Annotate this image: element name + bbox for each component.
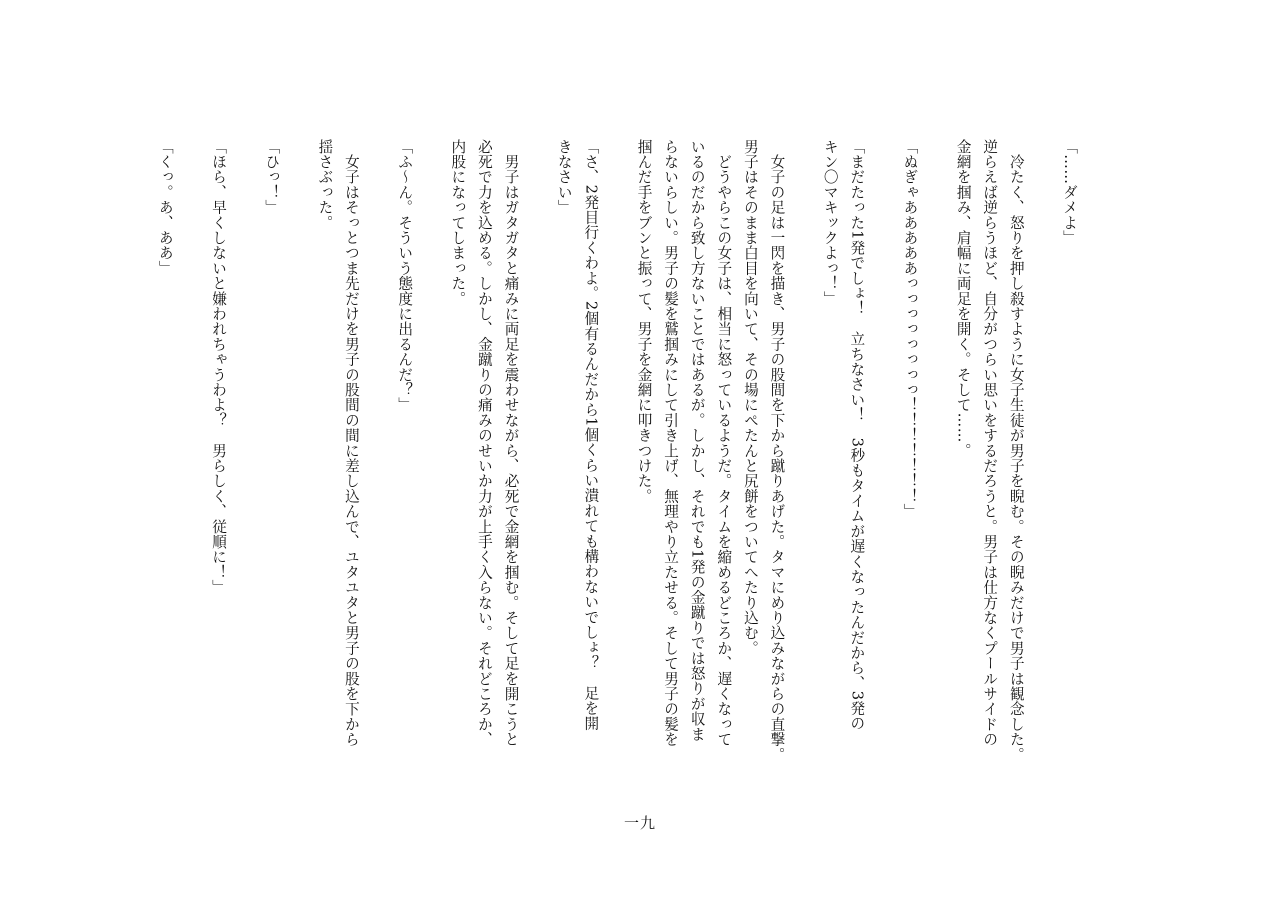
blank-line <box>922 139 949 639</box>
text-line: 男子はそのまま白目を向いて、その場にぺたんと尻餅をついてへたり込む。 <box>741 139 759 656</box>
text-line: どうやらこの女子は、相当に怒っているようだ。タイムを縮めるどころか、遅くなって <box>715 139 733 747</box>
vertical-text-body <box>151 139 1082 763</box>
blank-line <box>178 139 205 639</box>
text-line: 女子の足は一閃を描き、男子の股間を下から蹴りあげた。タマにめり込みながらの直撃。 <box>768 139 786 763</box>
text-line: 「まだたった1発でしょ！ 立ちなさい！ 3秒もタイムが遅くなったんだから、3発の <box>848 139 866 732</box>
blank-line <box>1029 139 1056 639</box>
text-line: 「ほら、早くしないと嫌われちゃうわよ？ 男らしく、従順に！」 <box>210 139 227 595</box>
blank-line <box>417 139 444 639</box>
blank-line <box>284 139 311 639</box>
text-line: 女子はそっとつま先だけを男子の股間の間に差し込んで、ユタユタと男子の股を下から <box>342 139 360 747</box>
blank-line <box>364 139 391 639</box>
text-line: 内股になってしまった。 <box>449 139 467 307</box>
text-line: 掴んだ手をブンと振って、男子を金網に叩きつけた。 <box>635 139 653 504</box>
page-number: 一九 <box>623 814 656 832</box>
text-line: キン〇マキックよっ！」 <box>821 139 839 307</box>
text-line: 冷たく、怒りを押し殺すように女子生徒が男子を睨む。その睨みだけで男子は観念した。 <box>1007 139 1025 763</box>
text-line: 「ひっ！」 <box>263 139 281 215</box>
blank-line <box>869 139 896 639</box>
text-line: らないらしい。男子の髪を鷲掴みにして引き上げ、無理やり立たせる。そして男子の髪を <box>662 139 680 747</box>
text-line: 金網を掴み、肩幅に両足を開く。そして……。 <box>954 139 972 459</box>
blank-line <box>603 139 630 639</box>
text-line: 「ぬぎゃあああああっっっっっっっっ！！！！！！！」 <box>901 139 919 519</box>
blank-line <box>231 139 258 639</box>
text-line: いるのだから致し方ないことではあるが。しかし、それでも1発の金蹴りでは怒りが収ま <box>688 139 706 742</box>
text-line: 「ふ～ん。そういう態度に出るんだ？」 <box>396 139 414 413</box>
text-line: きなさい」 <box>555 139 573 215</box>
text-line: 揺さぶった。 <box>316 139 334 231</box>
blank-line <box>524 139 551 639</box>
text-line: 逆らえば逆らうほど、自分がつらい思いをするだろうと。男子は仕方なくプールサイドの <box>981 139 999 747</box>
text-line: 「……ダメよ」 <box>1061 139 1078 246</box>
text-line: 男子はガタガタと痛みに両足を震わせながら、必死で金網を掴む。そして足を開こうと <box>502 139 520 747</box>
blank-line <box>789 139 816 639</box>
text-line: 必死で力を込める。しかし、金蹴りの痛みのせいか力が上手く入らない。それどころか、 <box>475 139 493 747</box>
text-line: 「くっ。あ、ああ」 <box>156 139 174 276</box>
text-line: 「さ、2発目行くわよ。2個有るんだから1個くらい潰れても構わないでしょ？ 足を開 <box>582 139 600 732</box>
